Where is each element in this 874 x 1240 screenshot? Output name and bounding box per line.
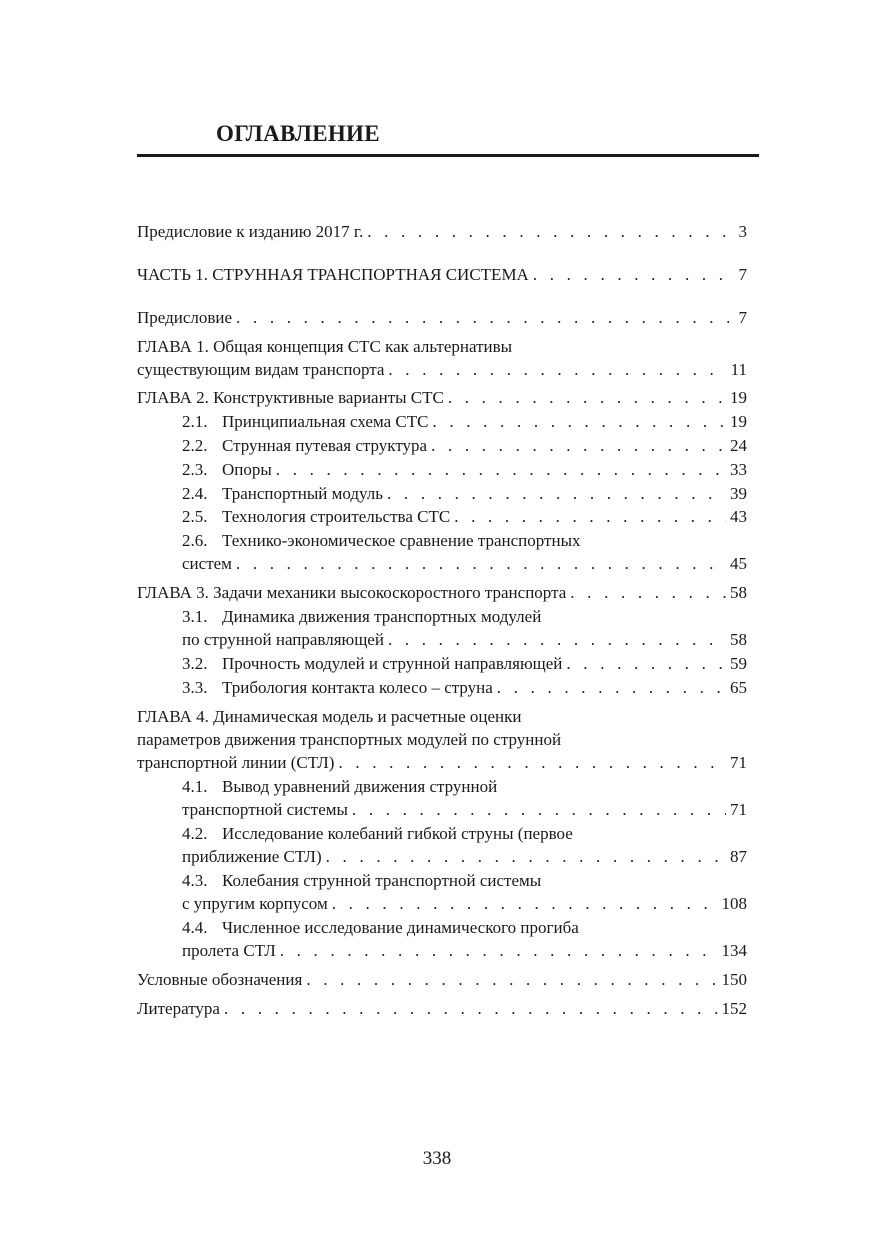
toc-entry-title: Прочность модулей и струнной направляющей bbox=[222, 654, 563, 673]
toc-entry-title: Предисловие bbox=[137, 308, 233, 327]
toc-entry-section-3-3[interactable] bbox=[182, 676, 747, 699]
toc-entry-preface-2017[interactable] bbox=[137, 220, 747, 243]
section-number: 2.5. bbox=[182, 507, 208, 526]
toc-entry-chapter-1[interactable] bbox=[137, 335, 747, 381]
section-number: 2.1. bbox=[182, 412, 208, 431]
leader-dots bbox=[224, 997, 718, 1020]
leader-dots bbox=[332, 892, 718, 915]
toc-entry-preface[interactable] bbox=[137, 306, 747, 329]
toc-entry-title-line: Исследование колебаний гибкой струны (первое bbox=[222, 824, 573, 843]
toc-entry-title: приближение СТЛ) bbox=[182, 847, 322, 866]
toc-entry-title-line: Динамика движения транспортных модулей bbox=[222, 607, 542, 626]
toc-page-number: 87 bbox=[730, 847, 747, 866]
toc-page-number: 58 bbox=[730, 630, 747, 649]
section-number: 3.2. bbox=[182, 654, 208, 673]
leader-dots bbox=[338, 751, 726, 774]
toc-page-number: 33 bbox=[730, 460, 747, 479]
section-number: 2.4. bbox=[182, 484, 208, 503]
leader-dots bbox=[432, 410, 726, 433]
toc-entry-symbols[interactable] bbox=[137, 968, 747, 991]
toc-entry-section-2-5[interactable] bbox=[182, 505, 747, 528]
toc-entry-title-line: ГЛАВА 1. Общая концепция СТС как альтернативы bbox=[137, 337, 513, 356]
toc-entry-title-line: ГЛАВА 4. Динамическая модель и расчетные оценки bbox=[137, 707, 522, 726]
section-number: 2.3. bbox=[182, 460, 208, 479]
toc-page-number: 58 bbox=[730, 583, 747, 602]
toc-page-number: 59 bbox=[730, 654, 747, 673]
toc-entry-section-2-6[interactable] bbox=[182, 529, 747, 575]
toc-page-number: 7 bbox=[738, 265, 747, 284]
toc-entry-chapter-3[interactable] bbox=[137, 581, 747, 604]
toc-entry-title-line: Вывод уравнений движения струнной bbox=[222, 777, 498, 796]
toc-page-number: 134 bbox=[721, 941, 747, 960]
toc-page-number: 43 bbox=[730, 507, 747, 526]
toc-entry-title: Условные обозначения bbox=[137, 970, 303, 989]
toc-page-number: 152 bbox=[721, 999, 747, 1018]
toc-entry-section-2-1[interactable] bbox=[182, 410, 747, 433]
toc-entry-title: систем bbox=[182, 554, 232, 573]
section-number: 4.2. bbox=[182, 824, 208, 843]
toc-entry-title: ГЛАВА 2. Конструктивные варианты СТС bbox=[137, 388, 444, 407]
leader-dots bbox=[326, 845, 726, 868]
leader-dots bbox=[570, 581, 726, 604]
toc-entry-chapter-4[interactable] bbox=[137, 705, 747, 774]
section-number: 4.4. bbox=[182, 918, 208, 937]
title-rule bbox=[137, 154, 759, 157]
toc-page-number: 11 bbox=[730, 360, 747, 379]
toc-entry-title: Опоры bbox=[222, 460, 272, 479]
toc-page-number: 108 bbox=[721, 894, 747, 913]
leader-dots bbox=[431, 434, 726, 457]
toc-entry-title-line: Численное исследование динамического прогиба bbox=[222, 918, 579, 937]
toc-entry-title: Литература bbox=[137, 999, 220, 1018]
leader-dots bbox=[388, 358, 726, 381]
toc-page-number: 3 bbox=[738, 222, 747, 241]
leader-dots bbox=[387, 482, 726, 505]
toc-entry-title: с упругим корпусом bbox=[182, 894, 328, 913]
toc-entry-title: Струнная путевая структура bbox=[222, 436, 428, 455]
toc-page-number: 19 bbox=[730, 412, 747, 431]
toc-entry-title: транспортной линии (СТЛ) bbox=[137, 753, 335, 772]
section-number: 4.3. bbox=[182, 871, 208, 890]
leader-dots bbox=[306, 968, 717, 991]
leader-dots bbox=[497, 676, 726, 699]
toc-entry-section-4-2[interactable] bbox=[182, 822, 747, 868]
toc-page-number: 71 bbox=[730, 753, 747, 772]
leader-dots bbox=[367, 220, 729, 243]
toc-page-number: 150 bbox=[721, 970, 747, 989]
toc-entry-literature[interactable] bbox=[137, 997, 747, 1020]
toc-page-number: 7 bbox=[738, 308, 747, 327]
leader-dots bbox=[388, 628, 726, 651]
toc-entry-part-1[interactable] bbox=[137, 263, 747, 286]
leader-dots bbox=[566, 652, 726, 675]
leader-dots bbox=[236, 552, 726, 575]
section-number: 4.1. bbox=[182, 777, 208, 796]
leader-dots bbox=[280, 939, 718, 962]
leader-dots bbox=[448, 386, 726, 409]
toc-entry-title: Технология строительства СТС bbox=[222, 507, 451, 526]
toc-entry-title: Принципиальная схема СТС bbox=[222, 412, 429, 431]
toc-entry-title-line: Технико-экономическое сравнение транспортных bbox=[222, 531, 581, 550]
leader-dots bbox=[276, 458, 726, 481]
toc-entry-title: пролета СТЛ bbox=[182, 941, 276, 960]
toc-entry-title: Трибология контакта колесо – струна bbox=[222, 678, 493, 697]
page-number: 338 bbox=[422, 1148, 452, 1169]
toc-entry-title: ГЛАВА 3. Задачи механики высокоскоростного транспорта bbox=[137, 583, 567, 602]
toc-entry-title: Транспортный модуль bbox=[222, 484, 384, 503]
toc-entry-title-line: Колебания струнной транспортной системы bbox=[222, 871, 542, 890]
toc-entry-section-2-4[interactable] bbox=[182, 482, 747, 505]
toc-entry-title: транспортной системы bbox=[182, 800, 348, 819]
toc-entry-title-line: параметров движения транспортных модулей по струнной bbox=[137, 730, 562, 749]
leader-dots bbox=[533, 263, 729, 286]
leader-dots bbox=[236, 306, 729, 329]
toc-entry-section-2-2[interactable] bbox=[182, 434, 747, 457]
toc-entry-section-3-2[interactable] bbox=[182, 652, 747, 675]
toc-entry-title: Предисловие к изданию 2017 г. bbox=[137, 222, 364, 241]
toc-entry-section-3-1[interactable] bbox=[182, 605, 747, 651]
toc-entry-title: по струнной направляющей bbox=[182, 630, 384, 649]
leader-dots bbox=[352, 798, 726, 821]
section-number: 3.1. bbox=[182, 607, 208, 626]
toc-entry-title: существующим видам транспорта bbox=[137, 360, 385, 379]
leader-dots bbox=[454, 505, 726, 528]
toc-page-number: 45 bbox=[730, 554, 747, 573]
toc-page-number: 39 bbox=[730, 484, 747, 503]
toc-entry-section-4-3[interactable] bbox=[182, 869, 747, 915]
toc-page-number: 71 bbox=[730, 800, 747, 819]
toc-page-number: 65 bbox=[730, 678, 747, 697]
toc-entry-title: ЧАСТЬ 1. СТРУННАЯ ТРАНСПОРТНАЯ СИСТЕМА bbox=[137, 265, 529, 284]
section-number: 3.3. bbox=[182, 678, 208, 697]
section-number: 2.6. bbox=[182, 531, 208, 550]
toc-entry-section-2-3[interactable] bbox=[182, 458, 747, 481]
page-title: ОГЛАВЛЕНИЕ bbox=[216, 121, 380, 146]
toc-entry-chapter-2[interactable] bbox=[137, 386, 747, 409]
toc-entry-section-4-4[interactable] bbox=[182, 916, 747, 962]
section-number: 2.2. bbox=[182, 436, 208, 455]
toc-page-number: 19 bbox=[730, 388, 747, 407]
toc-page-number: 24 bbox=[730, 436, 747, 455]
toc-entry-section-4-1[interactable] bbox=[182, 775, 747, 821]
